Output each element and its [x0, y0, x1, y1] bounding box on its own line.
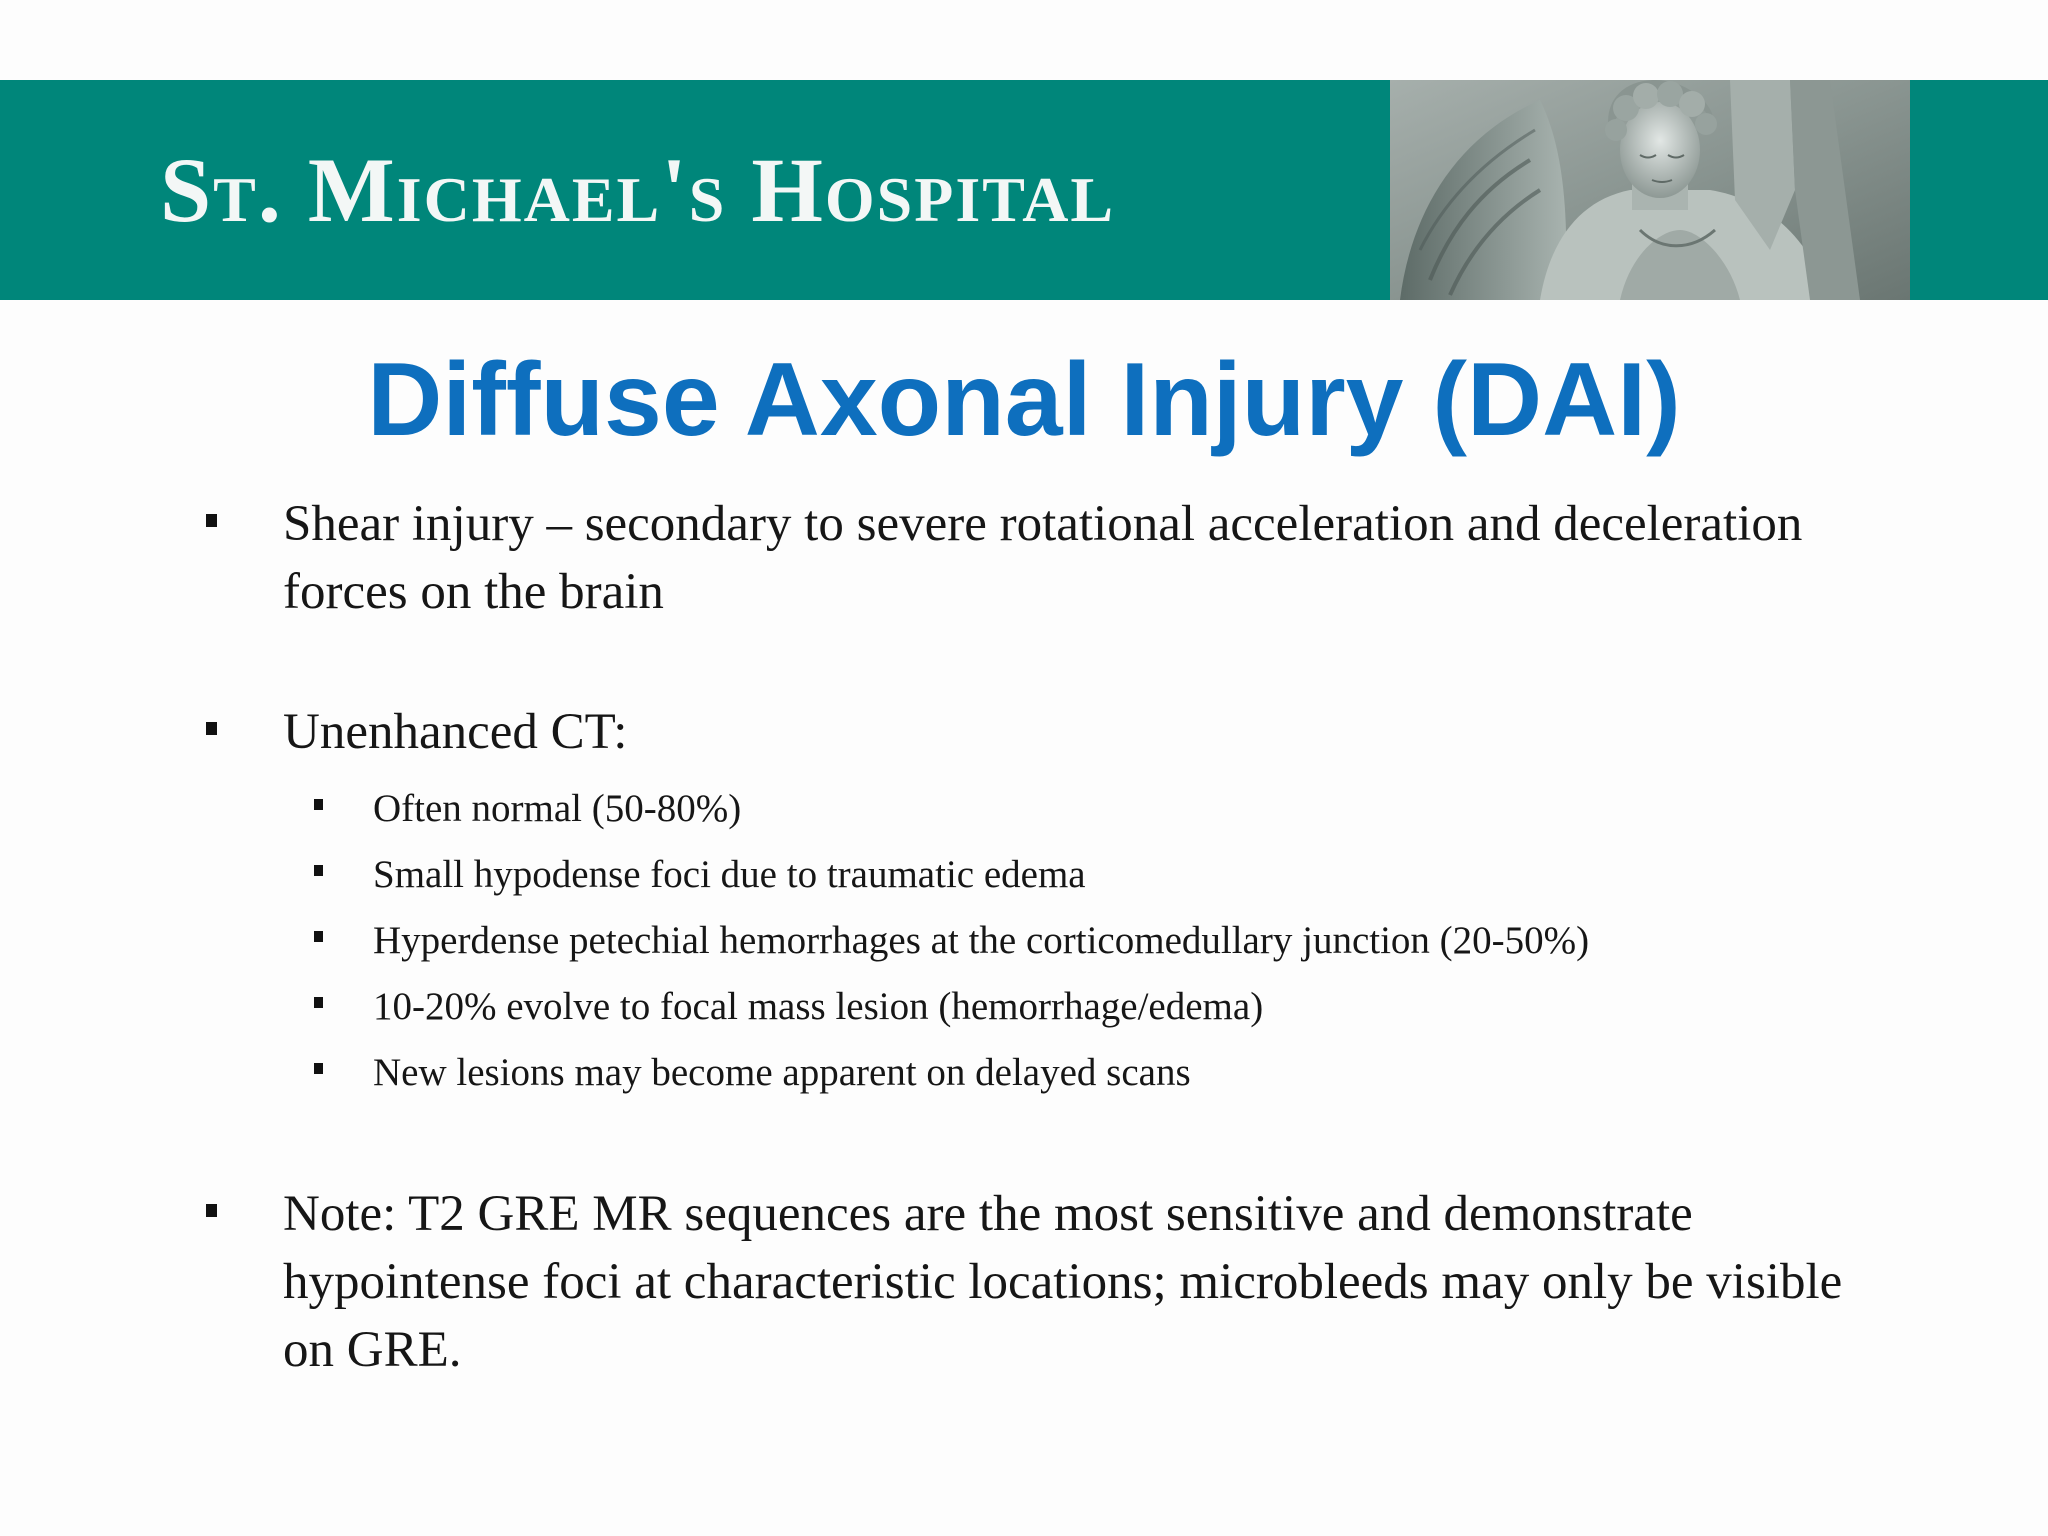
bullet-item — [283, 698, 1883, 766]
bullet-text: Note: T2 GRE MR sequences are the most sensitive and demonstrate hypointense foci at characteristic locations; microbleeds may only be visible on GRE. — [283, 1186, 1843, 1378]
sub-bullet-item — [373, 974, 1873, 1040]
sub-bullet-item — [373, 776, 1873, 842]
square-bullet-icon — [206, 722, 217, 735]
sub-bullet-text: 10-20% evolve to focal mass lesion (hemorrhage/edema) — [373, 985, 1264, 1028]
angel-statue-image — [1390, 80, 1910, 300]
sub-bullet-text: Hyperdense petechial hemorrhages at the corticomedullary junction (20-50%) — [373, 919, 1590, 962]
sub-bullet-text: New lesions may become apparent on delayed scans — [373, 1051, 1191, 1094]
sub-bullet-text: Small hypodense foci due to traumatic edema — [373, 853, 1086, 896]
bullet-item — [283, 490, 1883, 626]
square-bullet-icon — [314, 865, 323, 876]
bullet-list — [0, 490, 2048, 1384]
sub-bullet-item — [373, 842, 1873, 908]
bullet-text: Unenhanced CT: — [283, 704, 628, 760]
slide-title: Diffuse Axonal Injury (DAI) — [367, 342, 1681, 458]
square-bullet-icon — [206, 514, 217, 527]
bullet-item — [283, 1180, 1883, 1384]
sub-bullet-item — [373, 1040, 1873, 1106]
header-banner — [0, 80, 2048, 300]
sub-bullet-list — [0, 776, 2048, 1106]
square-bullet-icon — [314, 931, 323, 942]
square-bullet-icon — [314, 997, 323, 1008]
bullet-text: Shear injury – secondary to severe rotational acceleration and deceleration forces on the brain — [283, 496, 1803, 620]
sub-bullet-text: Often normal (50-80%) — [373, 787, 742, 830]
hospital-name: St. Michael's Hospital — [160, 139, 1116, 241]
sub-bullet-item — [373, 908, 1873, 974]
square-bullet-icon — [314, 799, 323, 810]
square-bullet-icon — [314, 1063, 323, 1074]
square-bullet-icon — [206, 1204, 217, 1217]
